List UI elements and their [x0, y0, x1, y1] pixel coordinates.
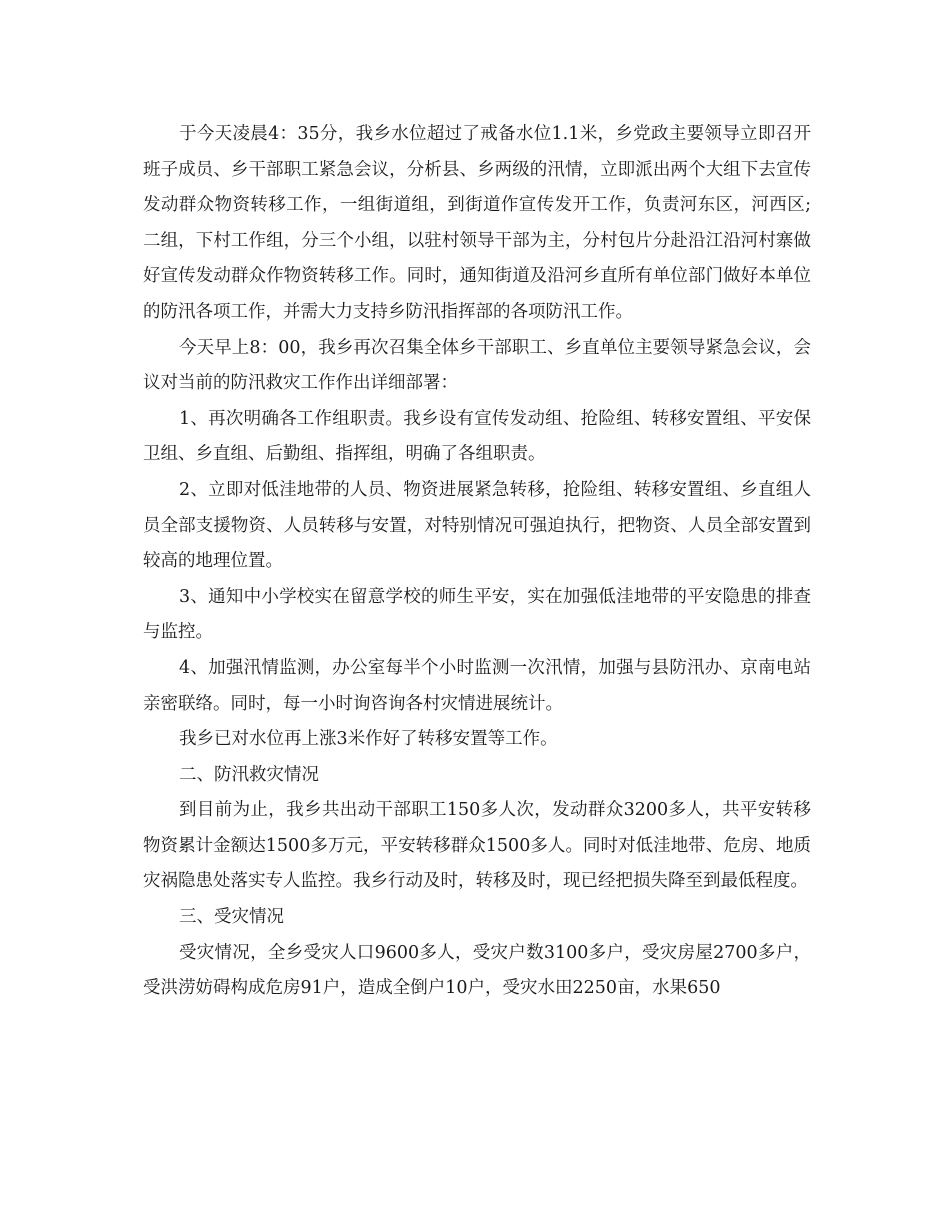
paragraph-damage-summary: 受灾情况，全乡受灾人口9600多人，受灾户数3100多户，受灾房屋2700多户，受洪涝妨碍构成危房91户，造成全倒户10户，受灾水田2250亩，水果650	[143, 942, 811, 999]
paragraph-item-2: 2、立即对低洼地带的人员、物资进展紧急转移，抢险组、转移安置组、乡直组人员全部支援物资、人员转移与安置，对特别情况可强迫执行，把物资、人员全部安置到较高的地理位置。	[143, 479, 811, 572]
section-heading-relief: 二、防汛救灾情况	[179, 764, 319, 785]
paragraph-flood-warning: 于今天凌晨4：35分，我乡水位超过了戒备水位1.1米，乡党政主要领导立即召开班子成员、乡干部职工紧急会议，分析县、乡两级的汛情，立即派出两个大组下去宣传发动群众物资转移工作，一组街道组，到街道作宣传发开工作，负责河东区，河西区;二组，下村工作组，分三个小组，以驻村领导干部为主，分村包片分赴沿江沿河村寨做好宣传发动群众作物资转移工作。同时，通知街道及沿河乡直所有单位部门做好本单位的防汛各项工作，并需大力支持乡防汛指挥部的各项防汛工作。	[143, 124, 811, 322]
paragraph-relief-summary: 到目前为止，我乡共出动干部职工150多人次，发动群众3200多人，共平安转移物资累计金额达1500多万元，平安转移群众1500多人。同时对低洼地带、危房、地质灾祸隐患处落实专人监控。我乡行动及时，转移及时，现已经把损失降至到最低程度。	[143, 800, 811, 892]
paragraph-item-1: 1、再次明确各工作组职责。我乡设有宣传发动组、抢险组、转移安置组、平安保卫组、乡直组、后勤组、指挥组，明确了各组职责。	[143, 408, 811, 465]
paragraph-preparation: 我乡已对水位再上涨3米作好了转移安置等工作。	[179, 729, 558, 750]
section-heading-damage: 三、受灾情况	[179, 907, 284, 928]
paragraph-item-3: 3、通知中小学校实在留意学校的师生平安，实在加强低洼地带的平安隐患的排查与监控。	[143, 586, 811, 643]
paragraph-emergency-meeting: 今天早上8：00，我乡再次召集全体乡干部职工、乡直单位主要领导紧急会议，会议对当前的防汛救灾工作作出详细部署：	[143, 337, 811, 394]
paragraph-item-4: 4、加强汛情监测，办公室每半个小时监测一次汛情，加强与县防汛办、京南电站亲密联络。同时，每一小时询咨询各村灾情进展统计。	[143, 657, 811, 714]
document-body	[143, 117, 811, 1007]
